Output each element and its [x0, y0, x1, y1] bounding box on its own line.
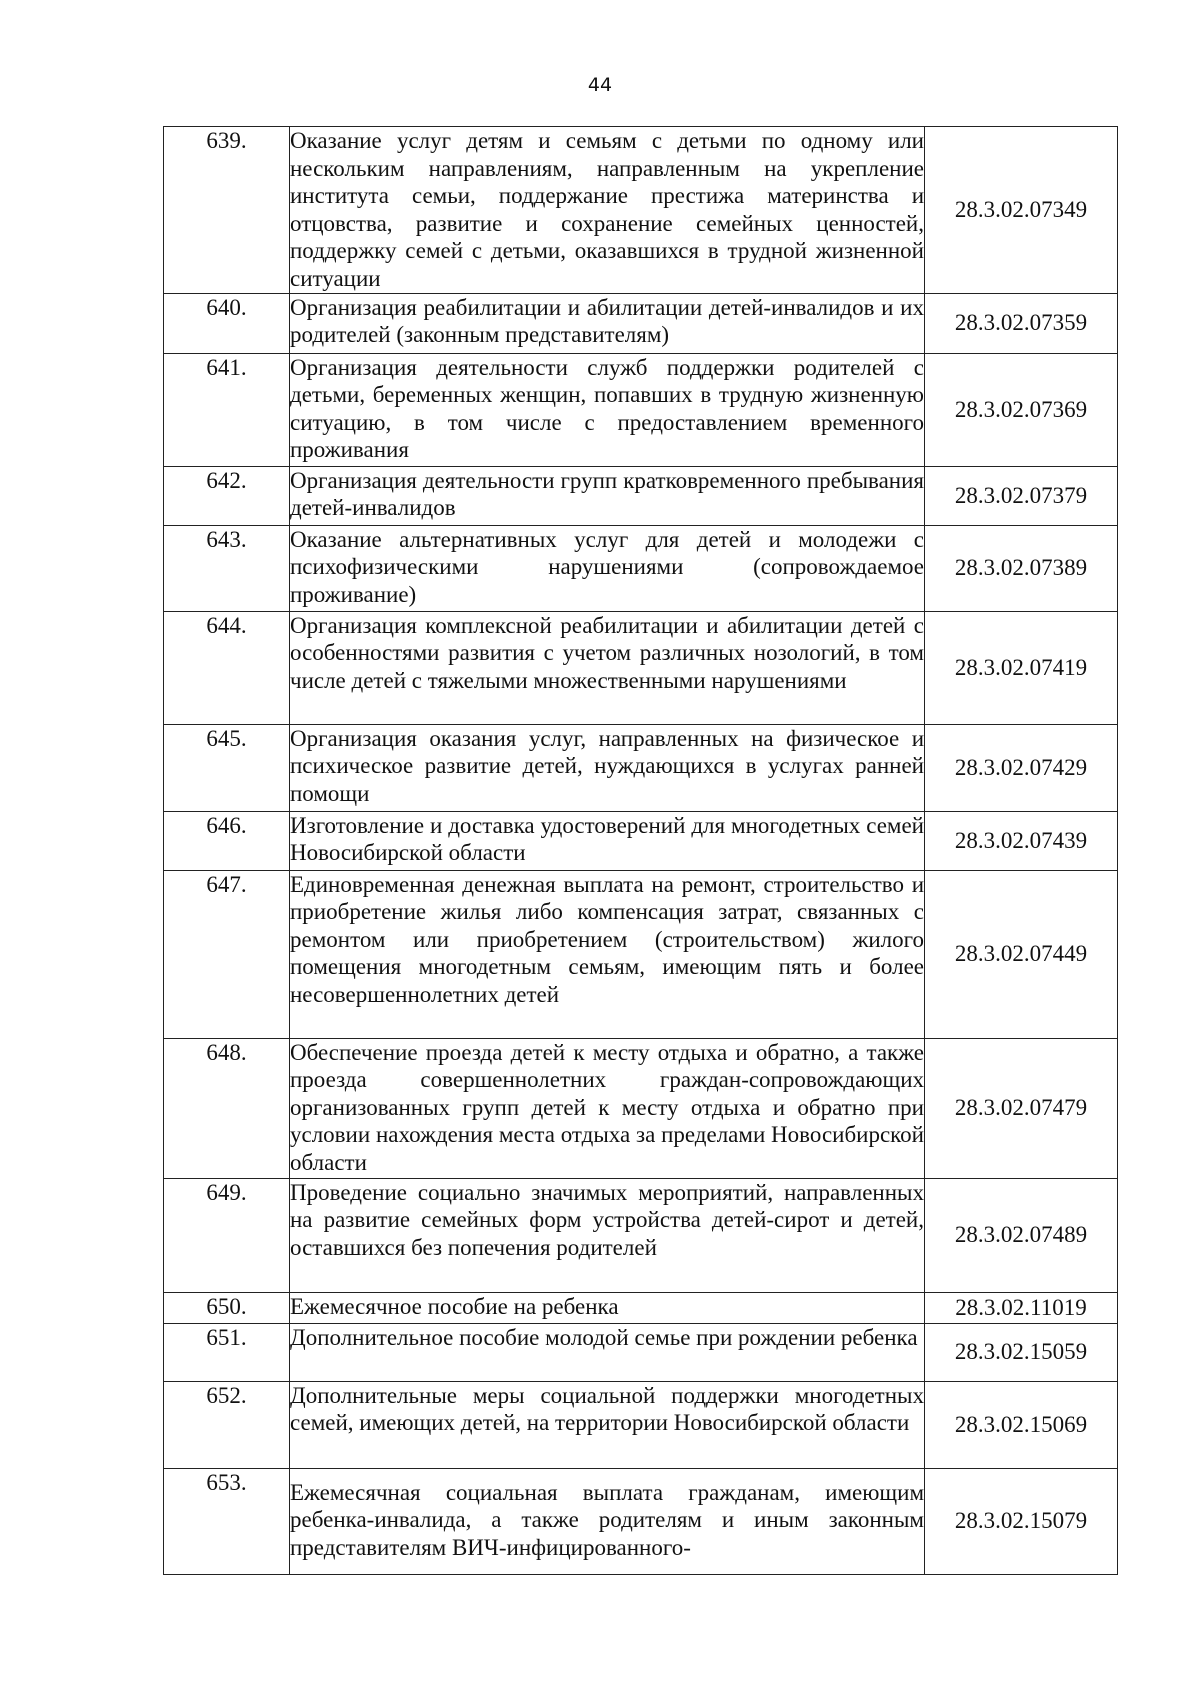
row-code: 28.3.02.07359	[925, 293, 1118, 353]
table-row	[164, 724, 1118, 811]
table-row	[164, 870, 1118, 1038]
table-row	[164, 811, 1118, 870]
row-code: 28.3.02.07439	[925, 811, 1118, 870]
table-row	[164, 466, 1118, 525]
row-number: 642.	[164, 466, 290, 525]
row-description: Организация деятельности групп кратковременного пребывания детей-инвалидов	[290, 466, 925, 525]
table-row	[164, 353, 1118, 466]
table-row	[164, 1381, 1118, 1468]
row-number: 651.	[164, 1323, 290, 1381]
row-description: Проведение социально значимых мероприятий, направленных на развитие семейных форм устройства детей-сирот и детей, оставшихся без попечения родителей	[290, 1178, 925, 1292]
row-number: 652.	[164, 1381, 290, 1468]
row-number: 649.	[164, 1178, 290, 1292]
row-code: 28.3.02.11019	[925, 1292, 1118, 1323]
table-row	[164, 1038, 1118, 1178]
table-row	[164, 525, 1118, 611]
row-description: Оказание услуг детям и семьям с детьми по одному или нескольким направлениям, направленным на укрепление института семьи, поддержание престижа материнства и отцовства, развитие и сохранение семейных ценностей, поддержку семей с детьми, оказавшихся в трудной жизненной ситуации	[290, 127, 925, 294]
row-code: 28.3.02.07449	[925, 870, 1118, 1038]
row-description: Дополнительные меры социальной поддержки многодетных семей, имеющих детей, на территории Новосибирской области	[290, 1381, 925, 1468]
table-row	[164, 293, 1118, 353]
row-description: Обеспечение проезда детей к месту отдыха и обратно, а также проезда совершеннолетних граждан-сопровождающих организованных групп детей к месту отдыха и обратно при условии нахождения места отдыха за пределами Новосибирской области	[290, 1038, 925, 1178]
row-number: 647.	[164, 870, 290, 1038]
table-row	[164, 611, 1118, 724]
row-description: Дополнительное пособие молодой семье при рождении ребенка	[290, 1323, 925, 1381]
row-code: 28.3.02.07379	[925, 466, 1118, 525]
row-number: 643.	[164, 525, 290, 611]
row-code: 28.3.02.07429	[925, 724, 1118, 811]
row-description: Организация оказания услуг, направленных на физическое и психическое развитие детей, нуждающихся в услугах ранней помощи	[290, 724, 925, 811]
table-row	[164, 1292, 1118, 1323]
row-number: 639.	[164, 127, 290, 294]
row-code: 28.3.02.07349	[925, 127, 1118, 294]
table-row	[164, 1323, 1118, 1381]
row-description: Ежемесячная социальная выплата гражданам, имеющим ребенка-инвалида, а также родителям и иным законным представителям ВИЧ-инфицированного-	[290, 1468, 925, 1574]
row-code: 28.3.02.15059	[925, 1323, 1118, 1381]
table-row	[164, 127, 1118, 294]
row-code: 28.3.02.07369	[925, 353, 1118, 466]
row-code: 28.3.02.07389	[925, 525, 1118, 611]
row-description: Оказание альтернативных услуг для детей и молодежи с психофизическими нарушениями (сопровождаемое проживание)	[290, 525, 925, 611]
row-description: Организация комплексной реабилитации и абилитации детей с особенностями развития с учетом различных нозологий, в том числе детей с тяжелыми множественными нарушениями	[290, 611, 925, 724]
row-number: 646.	[164, 811, 290, 870]
table-row	[164, 1178, 1118, 1292]
table-row	[164, 1468, 1118, 1574]
row-description: Организация деятельности служб поддержки родителей с детьми, беременных женщин, попавших в трудную жизненную ситуацию, в том числе с предоставлением временного проживания	[290, 353, 925, 466]
page-number: 44	[587, 74, 613, 96]
row-number: 645.	[164, 724, 290, 811]
row-description: Ежемесячное пособие на ребенка	[290, 1292, 925, 1323]
services-table	[163, 126, 1118, 1575]
row-code: 28.3.02.07479	[925, 1038, 1118, 1178]
row-number: 644.	[164, 611, 290, 724]
row-description: Организация реабилитации и абилитации детей-инвалидов и их родителей (законным представителям)	[290, 293, 925, 353]
row-code: 28.3.02.15069	[925, 1381, 1118, 1468]
row-description: Изготовление и доставка удостоверений для многодетных семей Новосибирской области	[290, 811, 925, 870]
row-number: 653.	[164, 1468, 290, 1574]
row-code: 28.3.02.07489	[925, 1178, 1118, 1292]
row-code: 28.3.02.15079	[925, 1468, 1118, 1574]
row-number: 641.	[164, 353, 290, 466]
row-number: 650.	[164, 1292, 290, 1323]
row-number: 640.	[164, 293, 290, 353]
row-description: Единовременная денежная выплата на ремонт, строительство и приобретение жилья либо компенсация затрат, связанных с ремонтом или приобретением (строительством) жилого помещения многодетным семьям, имеющим пять и более несовершеннолетних детей	[290, 870, 925, 1038]
row-code: 28.3.02.07419	[925, 611, 1118, 724]
row-number: 648.	[164, 1038, 290, 1178]
